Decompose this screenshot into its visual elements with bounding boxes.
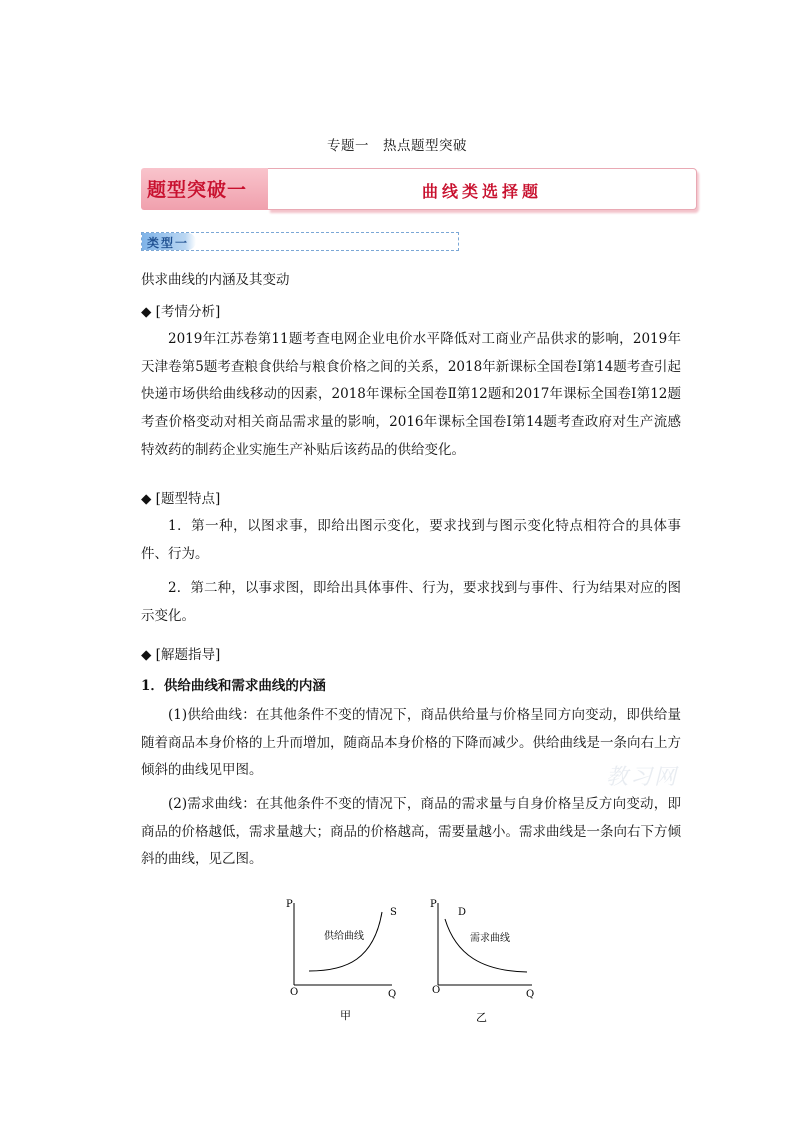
watermark: 教习网 [606,765,679,790]
guide-heading: ◆ [解题指导] [141,647,221,663]
type-tag-label-bg [142,233,196,250]
supply-chart [282,893,412,1028]
guide-item-demand: (2)需求曲线：在其他条件不变的情况下，商品的需求量与自身价格呈反方向变动，即商品的价格越低，需求量越大；商品的价格越高，需要量越小。需求曲线是一条向右下方倾斜的曲线，见乙图。 [141,796,681,868]
type-tag-label: 类型一 [147,236,190,250]
supply-curve-label: 供给曲线 [324,931,364,942]
supply-chart-y-label: P [286,899,293,910]
demand-chart [426,893,556,1028]
section-banner [141,168,698,212]
guide-item-supply: (1)供给曲线：在其他条件不变的情况下，商品供给量与价格呈同方向变动，即供给量随着商品本身价格的上升而增加，随商品本身价格的下降而减少。供给曲线是一条向右上方倾斜的曲线见甲图。 [141,707,681,779]
supply-curve-name: S [390,907,397,918]
feature-item-1: 1．第一种，以图求事，即给出图示变化，要求找到与图示变化特点相符合的具体事件、行为。 [141,518,681,562]
supply-chart-origin: O [290,987,299,998]
demand-chart-title: 乙 [476,1011,487,1024]
banner-right-panel [268,168,697,210]
features-heading: ◆ [题型特点] [141,491,221,507]
demand-chart-y-label: P [430,899,437,910]
type-tag [141,232,459,251]
supply-chart-x-label: Q [388,989,397,1000]
demand-chart-x-label: Q [526,989,535,1000]
feature-item-2: 2．第二种，以事求图，即给出具体事件、行为，要求找到与事件、行为结果对应的图示变化。 [141,580,681,624]
guide-subheading: 1．供给曲线和需求曲线的内涵 [141,678,326,694]
banner-left-label: 题型突破一 [147,179,248,201]
banner-title: 曲线类选择题 [421,182,542,201]
banner-left-panel [141,168,268,210]
section-title: 供求曲线的内涵及其变动 [141,272,290,288]
demand-curve-label: 需求曲线 [470,933,510,944]
analysis-paragraph: 2019年江苏卷第11题考查电网企业电价水平降低对工商业产品供求的影响，2019年天津卷第5题考查粮食供给与粮食价格之间的关系，2018年新课标全国卷Ⅰ第14题考查引起快递市场供给曲线移动的因素，2018年课标全国卷Ⅱ第12题和2017年课标全国卷Ⅰ第12题考查价格变动对相关商品需求量的影响，2016年课标全国卷Ⅰ第14题考查政府对生产流感特效药的制药企业实施生产补贴后该药品的供给变化。 [141,331,681,458]
demand-chart-origin: O [432,985,441,996]
analysis-heading: ◆ [考情分析] [141,304,221,320]
supply-chart-title: 甲 [340,1009,351,1022]
demand-curve-name: D [458,907,467,918]
page-header: 专题一 热点题型突破 [327,138,467,154]
demand-curve [445,919,527,972]
